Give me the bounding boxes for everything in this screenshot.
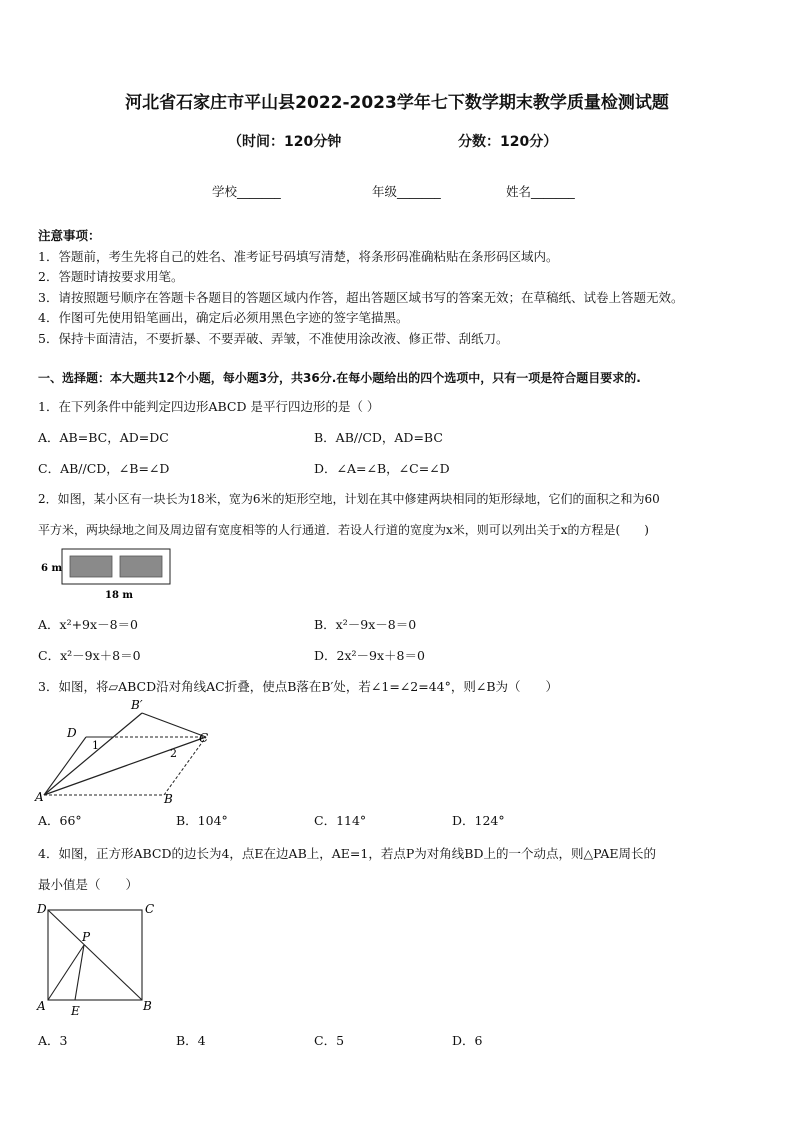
svg-text:2: 2 xyxy=(170,747,177,760)
svg-text:B′: B′ xyxy=(131,698,143,712)
q2-option-b: B．x²－9x－8＝0 xyxy=(314,617,417,632)
notice-item: 3．请按照题号顺序在答题卡各题目的答题区域内作答，超出答题区域书写的答案无效；在草稿纸、试卷上答题无效。 xyxy=(38,290,684,305)
width-label: 6 m xyxy=(41,563,63,574)
green-plot-left xyxy=(70,556,112,577)
question-2-stem-line1: 2．如图，某小区有一块长为18米，宽为6米的矩形空地，计划在其中修建两块相同的矩形绿地，它们的面积之和为60 xyxy=(38,492,660,506)
notice-item: 1．答题前，考生先将自己的姓名、准考证号码填写清楚，将条形码准确粘贴在条形码区域内。 xyxy=(38,249,559,264)
svg-text:E: E xyxy=(71,1004,80,1018)
q1-option-b: B．AB//CD，AD=BC xyxy=(314,430,443,445)
notice-heading: 注意事项： xyxy=(38,228,101,243)
svg-text:C: C xyxy=(199,731,209,745)
page-title: 河北省石家庄市平山县2022-2023学年七下数学期末教学质量检测试题 xyxy=(125,93,669,113)
svg-text:D: D xyxy=(37,902,47,916)
q1-option-a: A．AB=BC，AD=DC xyxy=(38,430,169,445)
q3-option-c: C．114° xyxy=(314,813,367,828)
name-field: 姓名_______ xyxy=(506,184,575,199)
q4-option-d: D．6 xyxy=(452,1033,483,1048)
q3-option-d: D．124° xyxy=(452,813,505,828)
length-label: 18 m xyxy=(105,590,133,601)
svg-text:P: P xyxy=(82,930,91,944)
exam-time: （时间：120分钟 xyxy=(228,134,342,150)
notice-item: 2．答题时请按要求用笔。 xyxy=(38,269,184,284)
svg-text:A: A xyxy=(37,999,46,1013)
q4-option-c: C．5 xyxy=(314,1033,345,1048)
notice-item: 4．作图可先使用铅笔画出，确定后必须用黑色字迹的签字笔描黑。 xyxy=(38,310,409,325)
q3-parallelogram-figure xyxy=(34,697,214,805)
school-field: 学校_______ xyxy=(212,184,281,199)
section-heading: 一、选择题：本大题共12个小题，每小题3分，共36分.在每小题给出的四个选项中，只有一项是符合题目要求的. xyxy=(38,371,641,385)
q3-option-b: B．104° xyxy=(176,813,228,828)
q3-option-a: A．66° xyxy=(38,813,82,828)
question-1-stem: 1．在下列条件中能判定四边形ABCD 是平行四边形的是（ ） xyxy=(38,399,380,414)
q1-option-c: C．AB//CD，∠B=∠D xyxy=(38,461,170,476)
svg-text:A: A xyxy=(35,790,44,804)
svg-text:B: B xyxy=(143,999,152,1013)
notice-item: 5．保持卡面清洁，不要折暴、不要弄破、弄皱，不准使用涂改液、修正带、刮纸刀。 xyxy=(38,331,509,346)
q4-option-b: B．4 xyxy=(176,1033,206,1048)
q2-option-a: A．x²+9x－8＝0 xyxy=(38,617,138,632)
exam-score: 分数：120分） xyxy=(458,134,558,150)
q2-option-c: C．x²－9x＋8＝0 xyxy=(38,648,141,663)
svg-text:C: C xyxy=(145,902,155,916)
green-plot-right xyxy=(120,556,162,577)
question-4-stem-line1: 4．如图，正方形ABCD的边长为4，点E在边AB上，AE=1，若点P为对角线BD上的一个动点，则△PAE周长的 xyxy=(38,846,657,861)
question-4-stem-line2: 最小值是（ ） xyxy=(38,877,139,892)
grade-field: 年级_______ xyxy=(372,184,441,199)
q4-square-figure xyxy=(34,898,164,1020)
q2-option-d: D．2x²－9x＋8＝0 xyxy=(314,648,425,663)
svg-text:D: D xyxy=(67,726,77,740)
question-3-stem: 3．如图，将▱ABCD沿对角线AC折叠，使点B落在B′处，若∠1=∠2=44°，则∠B为（ ） xyxy=(38,679,559,694)
q4-option-a: A．3 xyxy=(38,1033,68,1048)
question-2-stem-line2: 平方米，两块绿地之间及周边留有宽度相等的人行通道．若设人行道的宽度为x米，则可以列出关于x的方程是( ) xyxy=(38,523,649,537)
q2-rectangle-figure xyxy=(38,548,178,604)
svg-text:B: B xyxy=(164,792,173,805)
svg-text:1: 1 xyxy=(92,739,99,752)
q1-option-d: D．∠A=∠B，∠C=∠D xyxy=(314,461,450,476)
